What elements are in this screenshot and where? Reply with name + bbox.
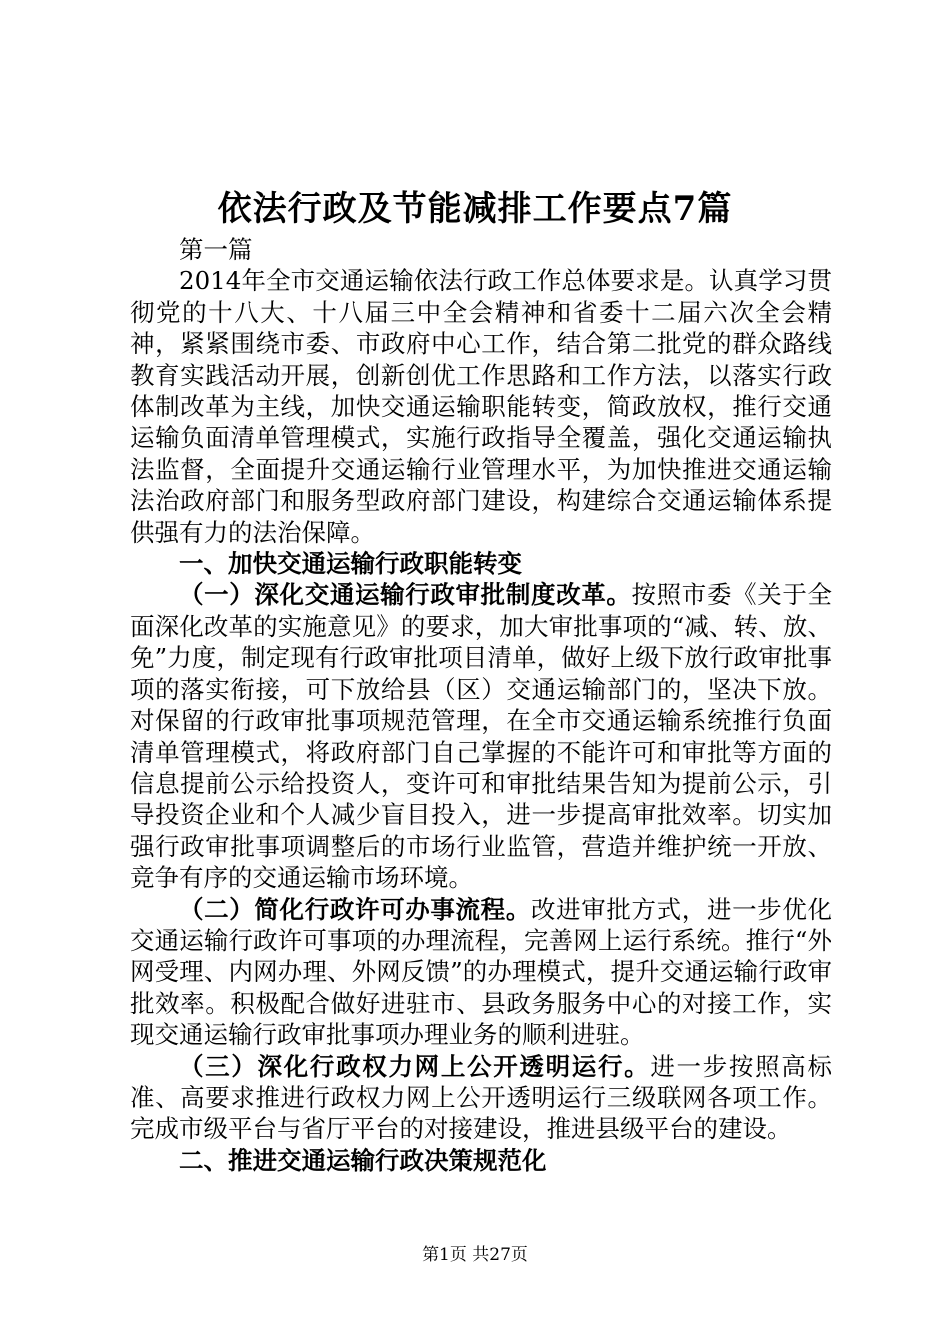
item-body-3: 进一步按照高标准、高要求推进行政权力网上公开透明运行三级联网各项工作。完成市级平台与省厅平台的对接建设，推进县级平台的建设。 xyxy=(130,1051,832,1144)
item-lead-2: （二）简化行政许可办事流程。 xyxy=(179,894,531,924)
intro-paragraph: 2014年全市交通运输依法行政工作总体要求是。认真学习贯彻党的十八大、十八届三中全会精神和省委十二届六次全会精神，紧紧围绕市委、市政府中心工作，结合第二批党的群众路线教育实践活动开展，创新创优工作思路和工作方法，以落实行政体制改革为主线，加快交通运输职能转变，简政放权，推行交通运输负面清单管理模式，实施行政指导全覆盖，强化交通运输执法监督，全面提升交通运输行业管理水平，为加快推进交通运输法治政府部门和服务型政府部门建设，构建综合交通运输体系提供强有力的法治保障。 xyxy=(130,266,832,547)
item-paragraph-3 xyxy=(130,1051,832,1145)
document-body xyxy=(130,234,832,1176)
item-lead-3: （三）深化行政权力网上公开透明运行。 xyxy=(179,1051,651,1081)
item-body-1: 按照市委《关于全面深化改革的实施意见》的要求，加大审批事项的“减、转、放、免”力度，制定现有行政审批项目清单，做好上级下放行政审批事项的落实衔接，可下放给县（区）交通运输部门的，坚决下放。对保留的行政审批事项规范管理，在全市交通运输系统推行负面清单管理模式，将政府部门自己掌握的不能许可和审批等方面的信息提前公示给投资人，变许可和审批结果告知为提前公示，引导投资企业和个人减少盲目投入，进一步提高审批效率。切实加强行政审批事项调整后的市场行业监管，营造并维护统一开放、竞争有序的交通运输市场环境。 xyxy=(130,580,833,893)
page-footer: 第1页 共27页 xyxy=(422,1245,528,1265)
document-title: 依法行政及节能减排工作要点7篇 xyxy=(217,189,733,229)
part-label: 第一篇 xyxy=(179,235,253,264)
section-heading-2: 二、推进交通运输行政决策规范化 xyxy=(179,1145,547,1175)
item-body-2: 改进审批方式，进一步优化交通运输行政许可事项的办理流程，完善网上运行系统。推行“外网受理、内网办理、外网反馈”的办理模式，提升交通运输行政审批效率。积极配合做好进驻市、县政务服务中心的对接工作，实现交通运输行政审批事项办理业务的顺利进驻。 xyxy=(130,894,833,1050)
item-lead-1: （一）深化交通运输行政审批制度改革。 xyxy=(179,580,632,610)
section-heading-1: 一、加快交通运输行政职能转变 xyxy=(179,549,522,579)
item-paragraph-2 xyxy=(130,894,832,1051)
item-paragraph-1 xyxy=(130,579,832,893)
